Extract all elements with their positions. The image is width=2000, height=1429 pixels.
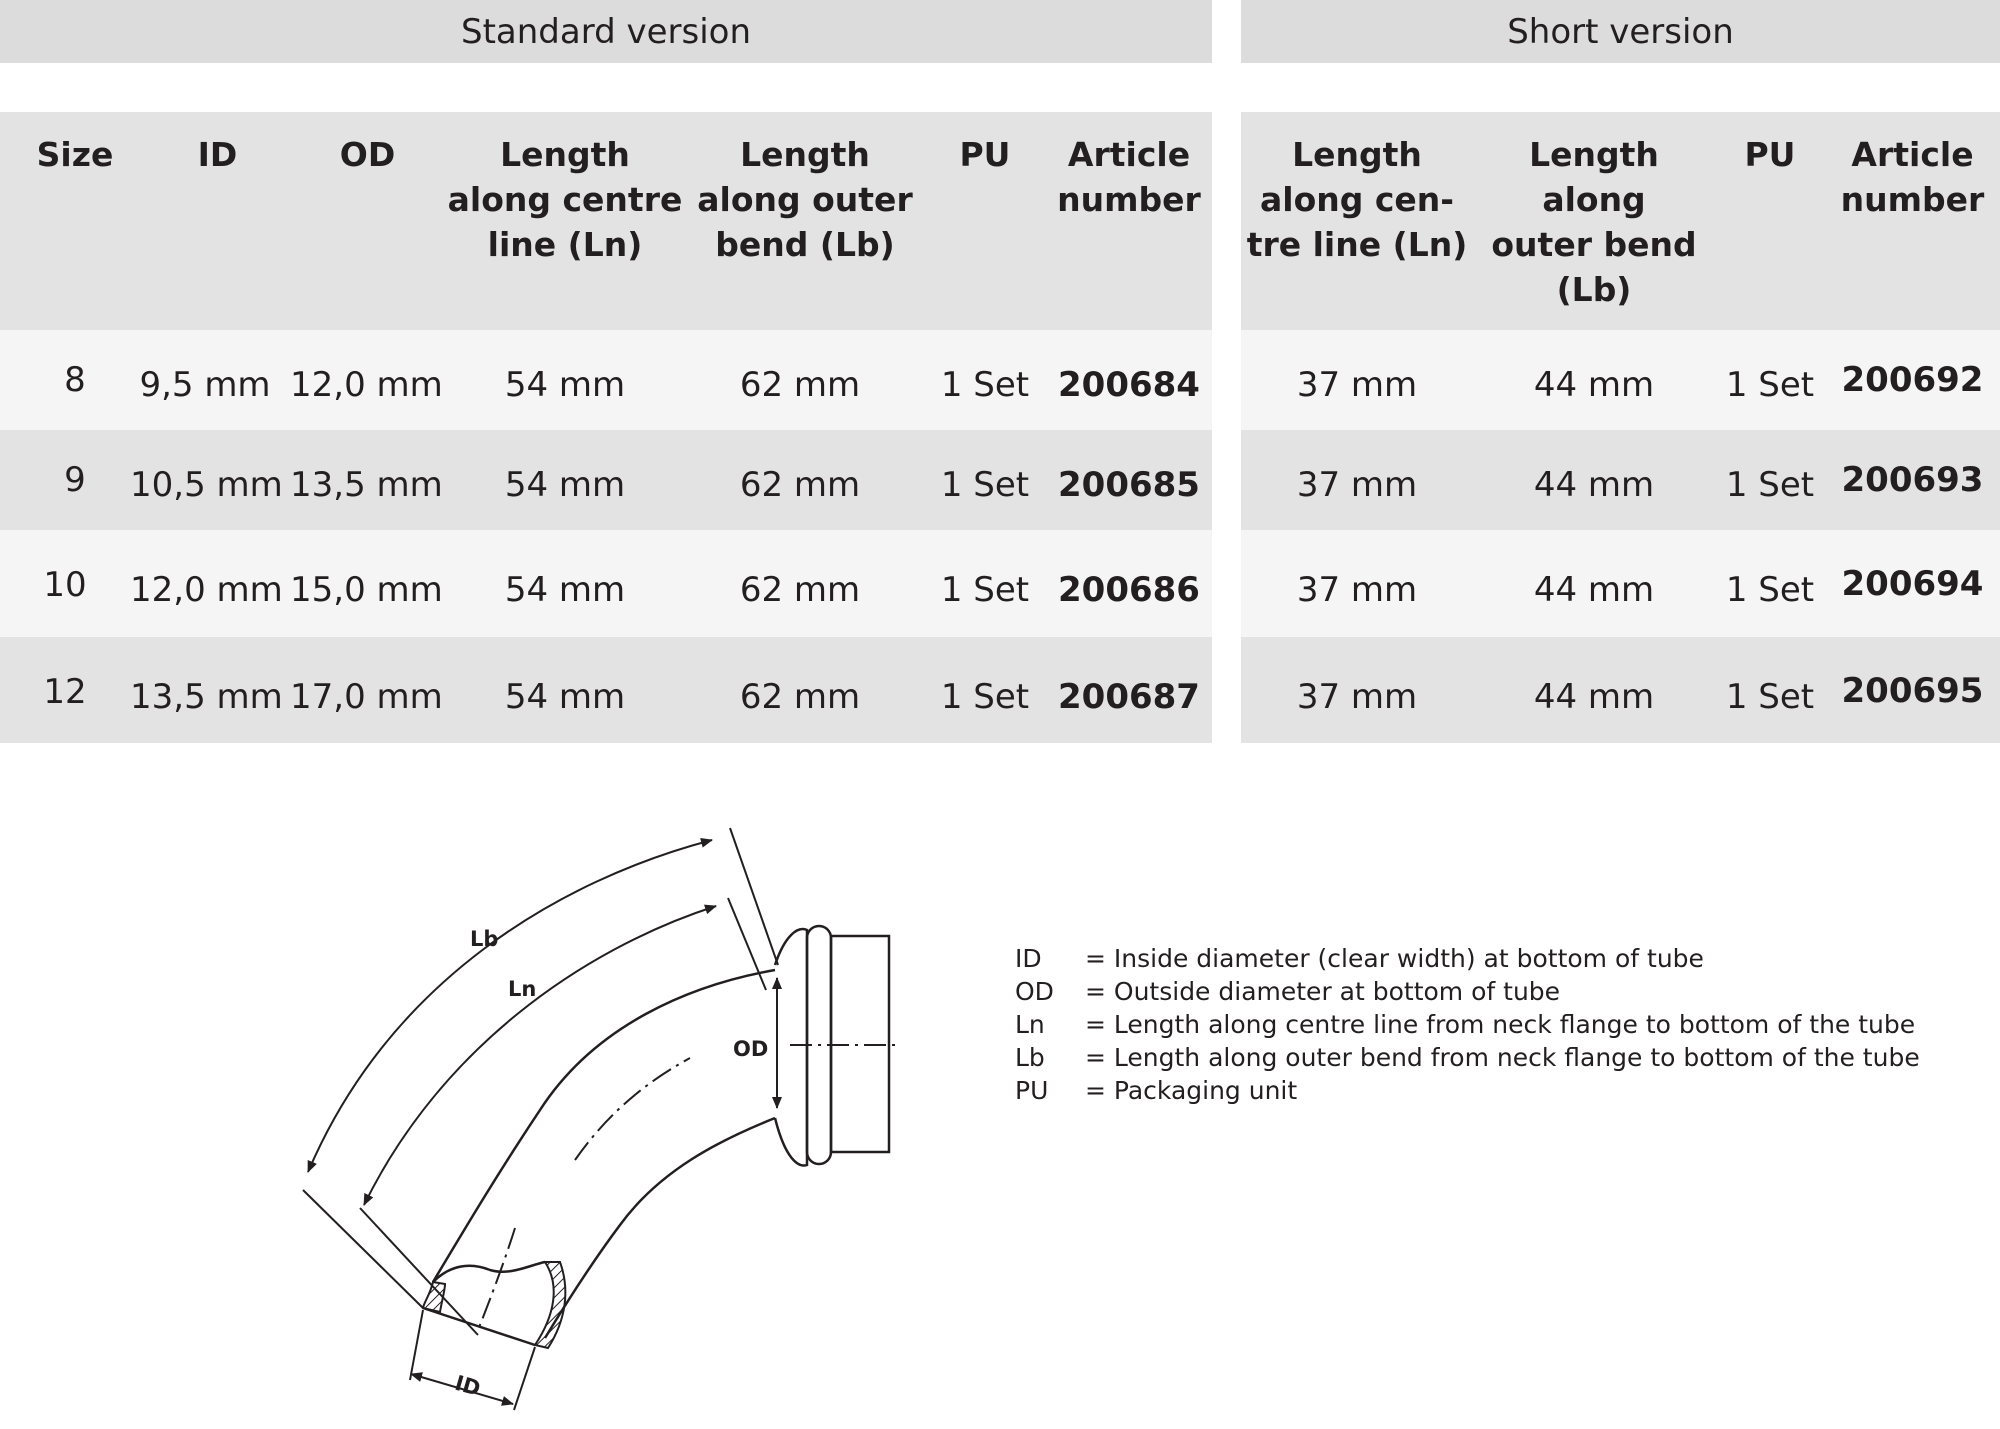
legend-description: = Outside diameter at bottom of tube <box>1085 977 1561 1006</box>
header-short-length-centre-line: Length along cen- tre line (Ln) <box>1246 135 1468 264</box>
centre-lines <box>478 1045 895 1330</box>
short-version-title: Short version <box>1507 11 1734 52</box>
cell-short-length-centre: 37 mm <box>1296 677 1418 717</box>
cell-short-length-outer: 44 mm <box>1533 465 1655 505</box>
cell-length-outer: 62 mm <box>739 365 861 405</box>
cell-short-article-number: 200693 <box>1841 460 1984 500</box>
cell-size: 9 <box>64 460 86 500</box>
header-size: Size <box>36 135 114 174</box>
legend-item <box>1015 1074 1920 1107</box>
header-short-length-outer-bend: Length along outer bend (Lb) <box>1491 135 1697 309</box>
legend-key: ID <box>1015 944 1042 973</box>
cell-article-number: 200686 <box>1058 570 1200 610</box>
cell-short-article-number: 200695 <box>1841 671 1984 711</box>
cell-short-length-centre: 37 mm <box>1296 570 1418 610</box>
legend-key: OD <box>1015 977 1054 1006</box>
cell-size: 12 <box>43 672 87 712</box>
cell-id: 10,5 mm <box>130 465 283 505</box>
cell-article-number: 200684 <box>1058 365 1200 405</box>
cell-length-outer: 62 mm <box>739 677 861 717</box>
label-id: ID <box>452 1370 484 1401</box>
label-lb: Lb <box>470 927 499 951</box>
dimension-lines <box>303 828 778 1410</box>
legend-key: Lb <box>1015 1043 1045 1072</box>
cell-length-centre: 54 mm <box>504 465 626 505</box>
cell-article-number: 200685 <box>1058 465 1200 505</box>
cell-length-centre: 54 mm <box>504 365 626 405</box>
header-length-centre-line: Length along centre line (Ln) <box>447 135 683 264</box>
cell-length-outer: 62 mm <box>739 570 861 610</box>
cell-short-article-number: 200694 <box>1841 564 1984 604</box>
cell-od: 15,0 mm <box>290 570 443 610</box>
legend-item <box>1015 1008 1920 1041</box>
cell-od: 12,0 mm <box>290 365 443 405</box>
legend-item <box>1015 1041 1920 1074</box>
header-article-number: Article number <box>1057 135 1201 219</box>
cell-size: 10 <box>43 565 87 605</box>
cell-id: 13,5 mm <box>130 677 283 717</box>
cell-short-pu: 1 Set <box>1725 465 1815 505</box>
cell-short-pu: 1 Set <box>1725 677 1815 717</box>
cell-short-length-centre: 37 mm <box>1296 365 1418 405</box>
abbreviation-legend <box>1015 942 1920 1107</box>
cell-id: 9,5 mm <box>139 365 271 405</box>
header-short-article-number: Article number <box>1840 135 1985 219</box>
cell-short-length-outer: 44 mm <box>1533 570 1655 610</box>
cell-pu: 1 Set <box>940 570 1030 610</box>
header-pu: PU <box>959 135 1011 174</box>
cell-od: 13,5 mm <box>290 465 443 505</box>
cell-pu: 1 Set <box>940 677 1030 717</box>
legend-description: = Length along outer bend from neck flange to bottom of the tube <box>1085 1043 1920 1072</box>
cell-id: 12,0 mm <box>130 570 283 610</box>
legend-description: = Packaging unit <box>1085 1076 1298 1105</box>
label-od: OD <box>733 1037 769 1061</box>
legend-key: PU <box>1015 1076 1049 1105</box>
cell-length-centre: 54 mm <box>504 677 626 717</box>
cell-article-number: 200687 <box>1058 677 1200 717</box>
cell-short-length-centre: 37 mm <box>1296 465 1418 505</box>
cell-od: 17,0 mm <box>290 677 443 717</box>
cell-pu: 1 Set <box>940 465 1030 505</box>
label-ln: Ln <box>508 977 537 1001</box>
standard-version-title: Standard version <box>460 11 751 52</box>
cell-short-length-outer: 44 mm <box>1533 365 1655 405</box>
tube-outline <box>423 926 889 1345</box>
cell-pu: 1 Set <box>940 365 1030 405</box>
legend-item <box>1015 975 1920 1008</box>
cell-short-pu: 1 Set <box>1725 570 1815 610</box>
header-short-pu: PU <box>1744 135 1796 174</box>
legend-item <box>1015 942 1920 975</box>
cell-length-outer: 62 mm <box>739 465 861 505</box>
cell-length-centre: 54 mm <box>504 570 626 610</box>
header-od: OD <box>339 135 396 174</box>
cell-short-length-outer: 44 mm <box>1533 677 1655 717</box>
cell-short-article-number: 200692 <box>1841 360 1984 400</box>
header-id: ID <box>197 135 238 174</box>
cell-short-pu: 1 Set <box>1725 365 1815 405</box>
legend-key: Ln <box>1015 1010 1045 1039</box>
header-length-outer-bend: Length along outer bend (Lb) <box>697 135 913 264</box>
bottom-section-hatching <box>423 1262 565 1348</box>
cell-size: 8 <box>64 360 86 400</box>
legend-description: = Inside diameter (clear width) at bottom of tube <box>1085 944 1704 973</box>
legend-description: = Length along centre line from neck flange to bottom of the tube <box>1085 1010 1916 1039</box>
